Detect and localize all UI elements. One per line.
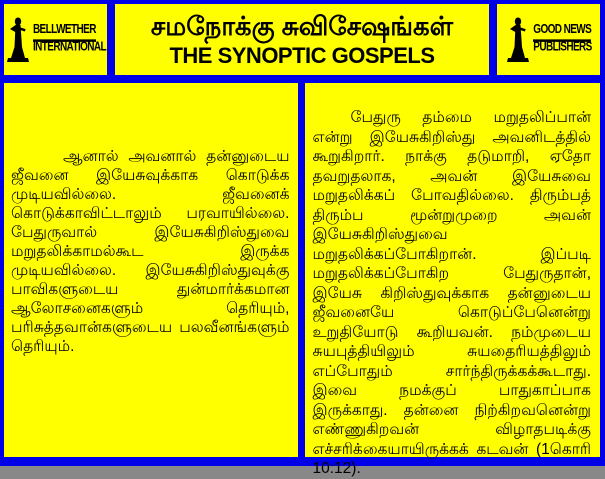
header bbox=[4, 4, 600, 75]
goodnews-logo-text bbox=[533, 25, 591, 54]
goodnews-logo-line2: PUBLISHERS bbox=[533, 40, 592, 55]
left-paragraph: ஆனால் அவனால் தன்னுடைய ஜீவனை இயேசுவுக்காக கொடுக்க முடியவில்லை. ஜீவனைக் கொடுக்காவிட்டாலும் பரவாயில்லை. பேதுருவால் இயேசுகிறிஸ்துவை மறுதலிக்காமல்கூட இருக்க முடியவில்லை. இயேசுகிறிஸ்துவுக்கு பாவிகளுடைய துன்மார்க்கமான ஆலோசனைகளும் தெரியும், பரிசுத்தவான்களுடைய பலவீனங்களும் தெரியும். bbox=[11, 148, 290, 355]
right-text-column bbox=[305, 83, 601, 477]
page-title-tamil: சமநோக்கு சுவிசேஷங்கள் bbox=[150, 10, 454, 41]
bellwether-logo bbox=[4, 4, 107, 75]
left-text-column bbox=[4, 83, 298, 457]
statue-figure-icon bbox=[5, 17, 31, 63]
body bbox=[4, 83, 600, 477]
right-paragraph: பேதுரு தம்மை மறுதலிப்பான் என்று இயேசுகிறிஸ்து அவனிடத்தில் கூறுகிறார். நாக்கு தடுமாறி, ஏதோ தவறுதலாக, அவன் இயேசுவை மறுதலிக்கப் போவதில்லை. திரும்பத் திரும்ப மூன்றுமுறை அவன் இயேசுகிறிஸ்துவை மறுதலிக்கப்போகிறான். இப்படி மறுதலிக்கப்போகிற பேதுருதான், இயேசு கிறிஸ்துவுக்காக தன்னுடைய ஜீவனையே கொடுப்பேனென்று உறுதியோடு கூறியவன். நம்முடைய சுயபுத்தியிலும் சுயதைரியத்திலும் எப்போதும் சார்ந்திருக்கக்கூடாது. இவை நமக்குப் பாதுகாப்பாக இருக்காது. தன்னை நிற்கிறவனென்று எண்ணுகிறவன் விழாதபடிக்கு எச்சரிக்கையாயிருக்கக் கடவன் (1கொரி 10:12). bbox=[312, 109, 591, 477]
page-title-english: THE SYNOPTIC GOSPELS bbox=[169, 42, 435, 68]
goodnews-logo-line1: GOOD NEWS bbox=[533, 23, 591, 42]
bellwether-logo-line2: INTERNATIONAL bbox=[32, 40, 107, 55]
bellwether-logo-line1: BELLWETHER bbox=[33, 23, 96, 42]
title-box bbox=[115, 4, 489, 75]
goodnews-logo bbox=[497, 4, 600, 75]
bellwether-logo-text bbox=[33, 25, 106, 54]
statue-figure-icon bbox=[505, 17, 531, 63]
